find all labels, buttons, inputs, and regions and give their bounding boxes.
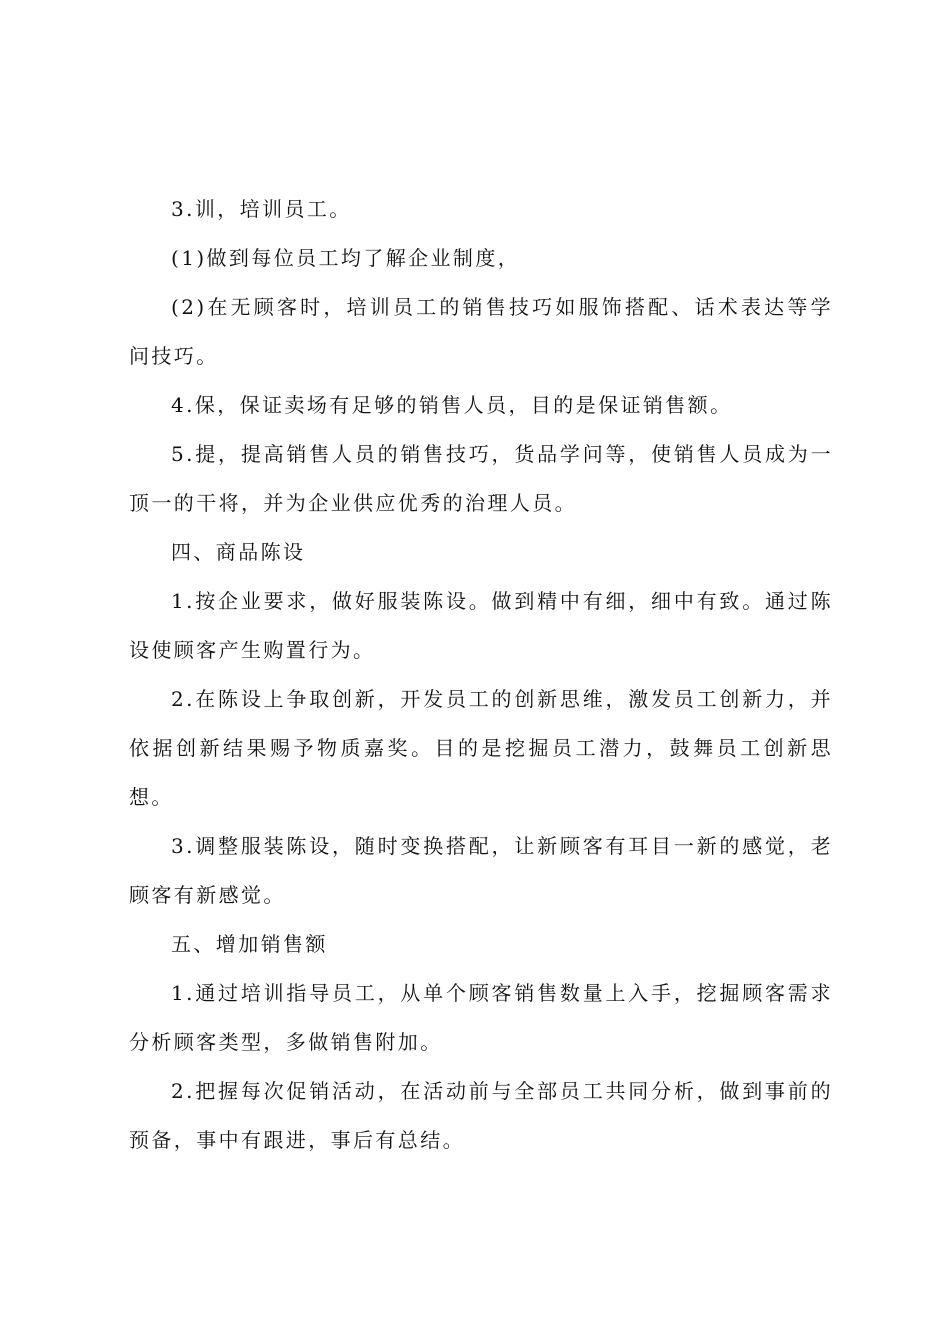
document-body — [129, 185, 833, 1165]
paragraph-company-rules: (1)做到每位员工均了解企业制度， — [171, 246, 521, 270]
paragraph-ensure-staffing: 4.保，保证卖场有足够的销售人员，目的是保证销售额。 — [171, 393, 733, 417]
paragraph-guide-staff: 1.通过培训指导员工，从单个顾客销售数量上入手，挖掘顾客需求分析顾客类型，多做销售附加。 — [129, 981, 833, 1054]
paragraph-improve-skills: 5.提，提高销售人员的销售技巧，货品学问等，使销售人员成为一顶一的干将，并为企业供应优秀的治理人员。 — [129, 442, 833, 515]
paragraph-sales-skills-training: (2)在无顾客时，培训员工的销售技巧如服饰搭配、话术表达等学问技巧。 — [129, 295, 833, 368]
paragraph-adjust-display: 3.调整服装陈设，随时变换搭配，让新顾客有耳目一新的感觉，老顾客有新感觉。 — [129, 834, 833, 907]
section-heading-increase-sales: 五、增加销售额 — [171, 932, 328, 956]
paragraph-train-staff: 3.训，培训员工。 — [171, 197, 352, 221]
section-heading-merchandise-display: 四、商品陈设 — [171, 540, 306, 564]
paragraph-promotions: 2.把握每次促销活动，在活动前与全部员工共同分析，做到事前的预备，事中有跟进，事后有总结。 — [129, 1079, 833, 1152]
paragraph-display-requirements: 1.按企业要求，做好服装陈设。做到精中有细，细中有致。通过陈设使顾客产生购置行为。 — [129, 589, 833, 662]
paragraph-display-innovation: 2.在陈设上争取创新，开发员工的创新思维，激发员工创新力，并依据创新结果赐予物质嘉奖。目的是挖掘员工潜力，鼓舞员工创新思想。 — [129, 687, 833, 809]
